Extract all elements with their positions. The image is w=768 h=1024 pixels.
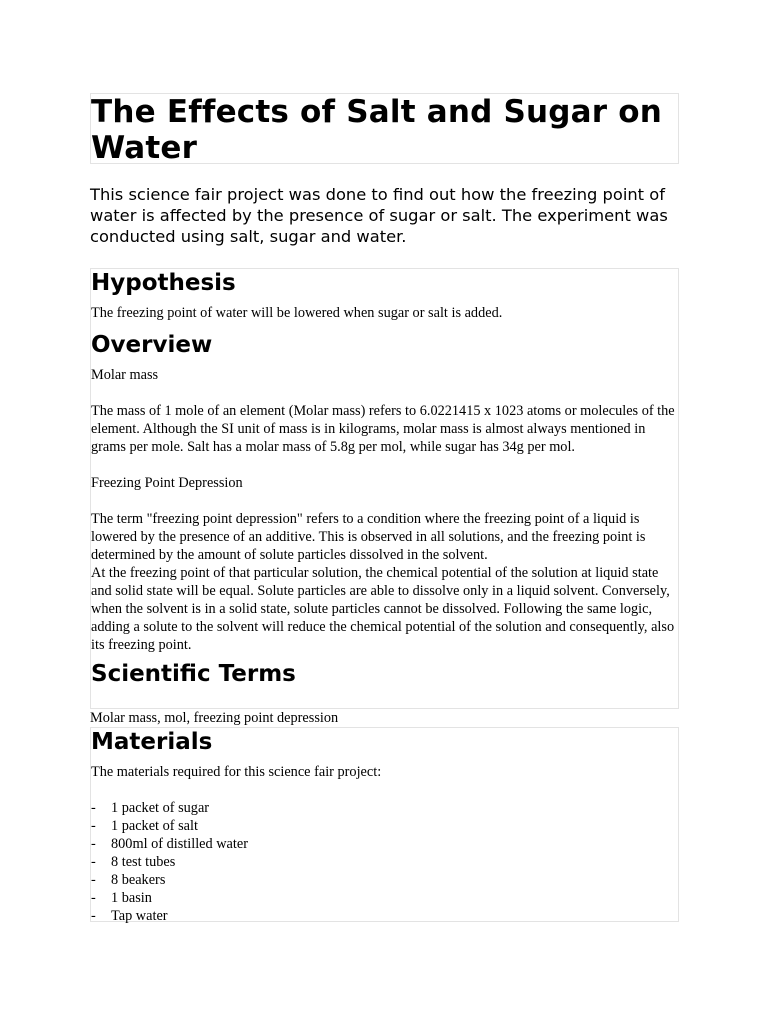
spacer: [91, 492, 678, 510]
list-item-text: 8 beakers: [111, 872, 166, 888]
list-bullet: -: [91, 890, 96, 906]
document-page: [90, 93, 679, 922]
list-bullet: -: [91, 908, 96, 924]
list-bullet: -: [91, 854, 96, 870]
intro-paragraph: This science fair project was done to find out how the freezing point of water is affected by the presence of sugar or salt. The experiment was conducted using salt, sugar and water.: [90, 185, 668, 246]
list-item: [91, 835, 678, 853]
list-item-text: 1 packet of sugar: [111, 800, 210, 816]
spacer: [91, 456, 678, 474]
list-item-text: 8 test tubes: [111, 854, 176, 870]
list-bullet: -: [91, 872, 96, 888]
list-item: [91, 871, 678, 889]
list-bullet: -: [91, 836, 96, 852]
overview-heading: Overview: [91, 332, 213, 358]
freezing-point-depression-label: Freezing Point Depression: [91, 475, 243, 491]
hypothesis-heading: Hypothesis: [91, 270, 236, 296]
hypothesis-overview-section: [90, 268, 679, 709]
materials-intro: The materials required for this science fair project:: [91, 764, 382, 780]
list-item-text: 1 basin: [111, 890, 152, 906]
scientific-terms-text: Molar mass, mol, freezing point depression: [90, 710, 339, 726]
list-item: [91, 853, 678, 871]
list-item: [91, 817, 678, 835]
spacer: [91, 384, 678, 402]
scientific-terms-heading: Scientific Terms: [91, 661, 296, 687]
title-block: [90, 93, 679, 164]
molar-mass-label: Molar mass: [91, 367, 159, 383]
list-item-text: Tap water: [111, 908, 168, 924]
freezing-point-depression-text-1: The term "freezing point depression" refers to a condition where the freezing point of a liquid is lowered by the presence of an additive. This is observed in all solutions, and the freezing point is determined by the amount of solute particles dissolved in the solvent.: [91, 511, 646, 563]
materials-section: [90, 727, 679, 922]
spacer: [91, 781, 678, 799]
list-bullet: -: [91, 818, 96, 834]
list-item-text: 800ml of distilled water: [111, 836, 248, 852]
materials-list: [91, 799, 678, 925]
list-bullet: -: [91, 800, 96, 816]
list-item: [91, 889, 678, 907]
molar-mass-text: The mass of 1 mole of an element (Molar mass) refers to 6.0221415 x 1023 atoms or molecules of the element. Although the SI unit of mass is in kilograms, molar mass is almost always mentioned in grams per mole. Salt has a molar mass of 5.8g per mol, while sugar has 34g per mol.: [91, 403, 675, 455]
freezing-point-depression-text-2: At the freezing point of that particular solution, the chemical potential of the solution at liquid state and solid state will be equal. Solute particles are able to dissolve only in a liquid solvent. Conversely, when the solvent is in a solid state, solute particles cannot be dissolved. Following the same logic, adding a solute to the solvent will reduce the chemical potential of the solution and consequently, also its freezing point.: [91, 565, 675, 653]
materials-heading: Materials: [91, 729, 213, 755]
list-item-text: 1 packet of salt: [111, 818, 198, 834]
list-item: [91, 799, 678, 817]
page-title: The Effects of Salt and Sugar on Water: [91, 94, 663, 166]
list-item: [91, 907, 678, 925]
hypothesis-text: The freezing point of water will be lowered when sugar or salt is added.: [91, 305, 503, 321]
